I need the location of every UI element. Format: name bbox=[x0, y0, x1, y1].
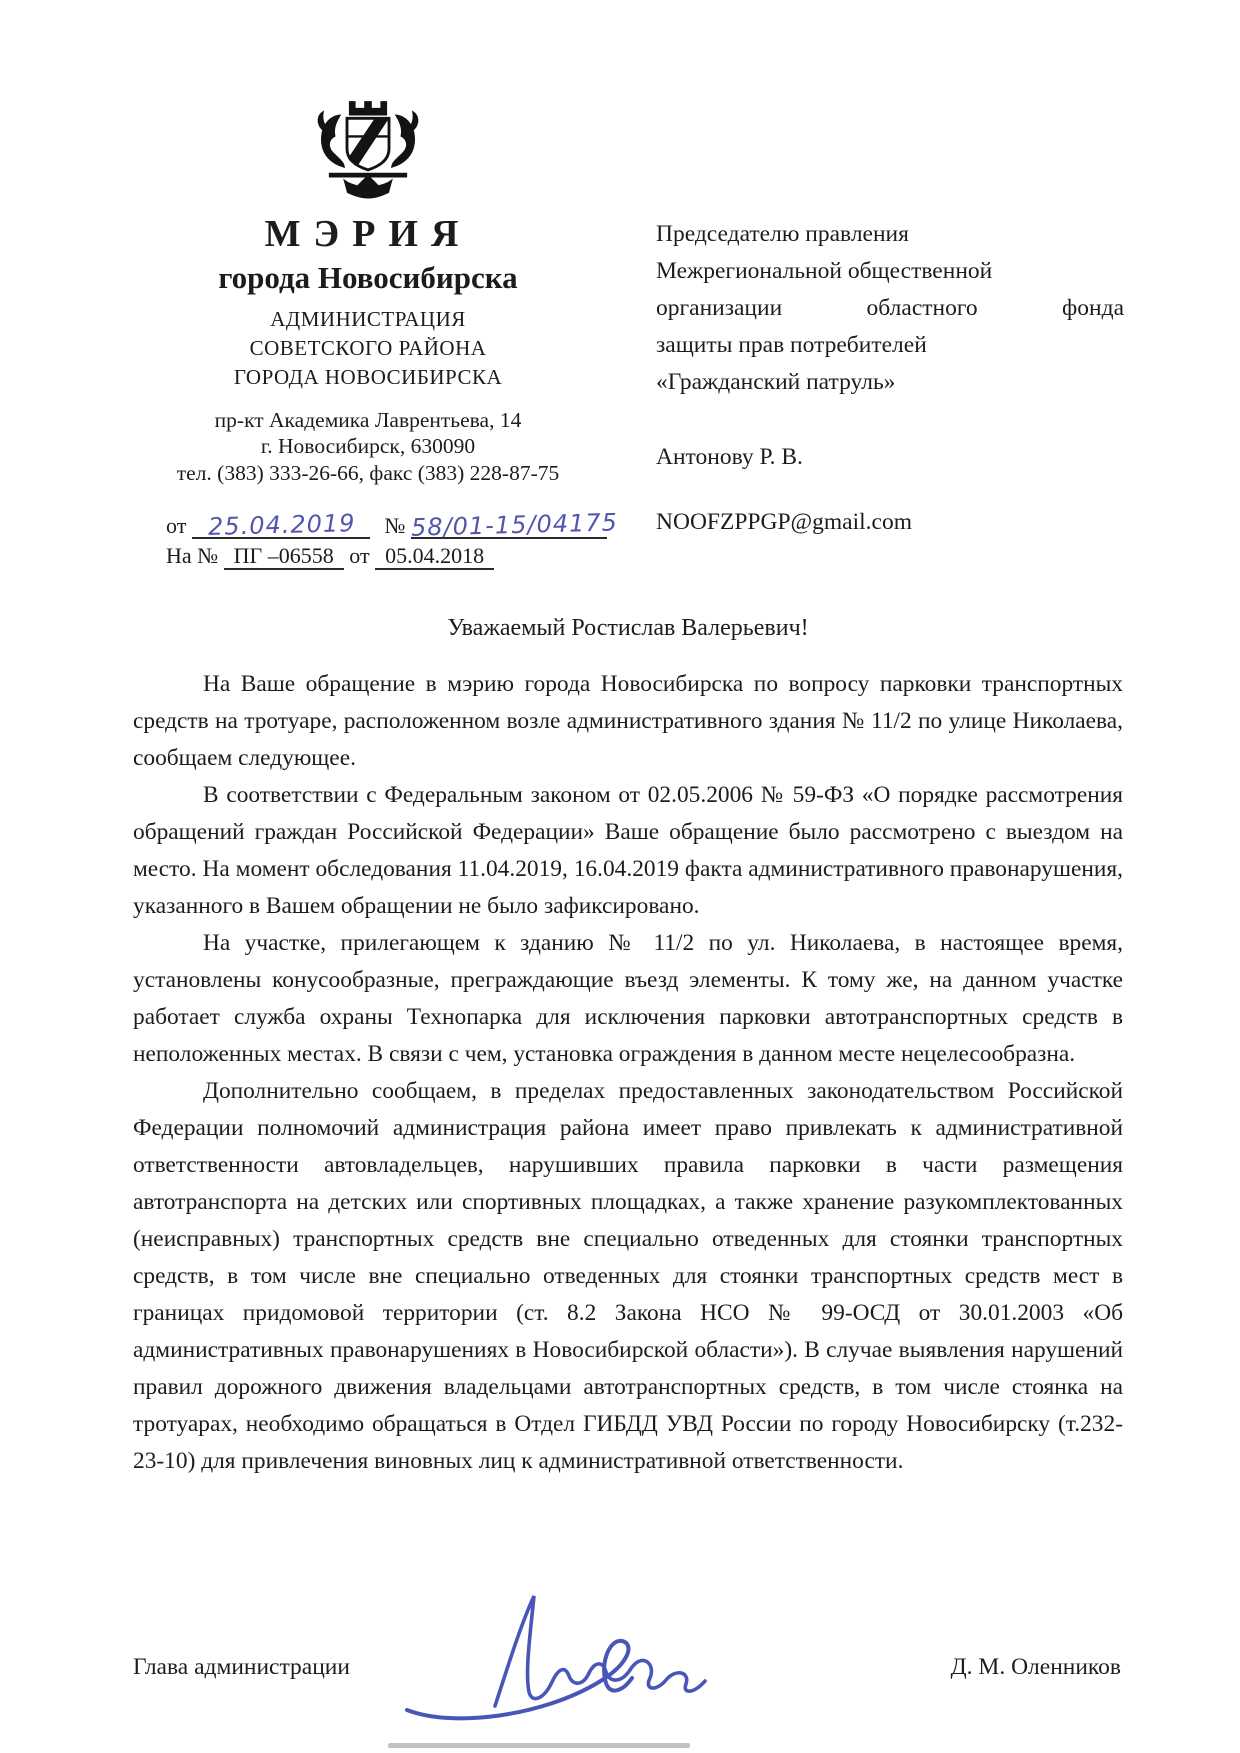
novosibirsk-coat-of-arms-icon bbox=[305, 92, 431, 205]
org-subtitle-line: ГОРОДА НОВОСИБИРСКА bbox=[233, 365, 503, 390]
body-paragraph: На Ваше обращение в мэрию города Новосибирска по вопросу парковки транспортных средств на тротуаре, расположенном возле административного здания № 11/2 по улице Николаева, сообщаем следующее. bbox=[133, 671, 1123, 771]
addressee-title-line: «Гражданский патруль» bbox=[656, 369, 896, 395]
scan-artifact bbox=[388, 1743, 690, 1748]
outgoing-date-blank bbox=[192, 509, 370, 542]
outgoing-date-handwritten: 25.04.2019 bbox=[207, 509, 356, 542]
letter-body bbox=[133, 666, 1123, 1480]
signer-position: Глава администрации bbox=[133, 1654, 350, 1680]
outgoing-number-label: № bbox=[384, 513, 406, 539]
reference-block bbox=[118, 509, 618, 569]
handwritten-signature bbox=[391, 1584, 741, 1749]
addressee-title-line: Межрегиональной общественной bbox=[656, 258, 993, 284]
addressee-title-line: организации областного фонда bbox=[656, 295, 1124, 321]
addressee-title-line: Председателю правления bbox=[656, 221, 909, 247]
org-subtitle-line: АДМИНИСТРАЦИЯ bbox=[270, 307, 466, 332]
org-subtitle-line: СОВЕТСКОГО РАЙОНА bbox=[249, 336, 487, 361]
body-paragraph: На участке, прилегающем к зданию № 11/2 по ул. Николаева, в настоящее время, установлены конусообразные, преграждающие въезд элементы. К тому же, на данном участке работает служба охраны Технопарка для исключения парковки автотранспортных средств в неположенных местах. В связи с чем, установка ограждения в данном месте нецелесообразна. bbox=[133, 930, 1123, 1067]
addressee-title-line: защиты прав потребителей bbox=[656, 332, 927, 358]
addressee-email: NOOFZPPGP@gmail.com bbox=[656, 509, 913, 535]
org-address-phone: тел. (383) 333-26-66, факс (383) 228-87-75 bbox=[176, 461, 560, 486]
body-paragraph: В соответствии с Федеральным законом от 02.05.2006 № 59-ФЗ «О порядке рассмотрения обращений граждан Российской Федерации» Ваше обращение было рассмотрено с выездом на место. На момент обследования 11.04.2019, 16.04.2019 факта административного правонарушения, указанного в Вашем обращении не было зафиксировано. bbox=[133, 782, 1123, 919]
outgoing-ref-row bbox=[166, 508, 619, 542]
outgoing-from-label: от bbox=[166, 513, 187, 539]
incoming-from-label: от bbox=[349, 543, 370, 569]
outgoing-number-handwritten: 58/01-15/04175 bbox=[411, 508, 619, 542]
addressee-block bbox=[656, 216, 1124, 541]
letterhead bbox=[118, 92, 618, 569]
org-address-city: г. Новосибирск, 630090 bbox=[260, 434, 476, 459]
signature-block bbox=[133, 1642, 1125, 1752]
incoming-date: 05.04.2018 bbox=[375, 543, 494, 570]
outgoing-number-blank bbox=[411, 508, 619, 542]
addressee-name: Антонову Р. В. bbox=[656, 444, 803, 470]
incoming-prefix: На № bbox=[166, 543, 219, 569]
body-paragraph: Дополнительно сообщаем, в пределах предоставленных законодательством Российской Федерации полномочий администрация района имеет право привлекать к административной ответственности автовладельцев, нарушивших правила парковки в части размещения автотранспорта на детских или спортивных площадках, а также хранение разукомплектованных (неисправных) транспортных средств вне специально отведенных для стоянки транспортных средств, в том числе вне специально отведенных для стоянки транспортных средств мест в границах придомовой территории (ст. 8.2 Закона НСО № 99-ОСД от 30.01.2003 «Об административных правонарушениях в Новосибирской области»). В случае выявления нарушений правил дорожного движения владельцами автотранспортных средств, в том числе стоянка на тротуарах, необходимо обращаться в Отдел ГИБДД УВД России по городу Новосибирску (т.232-23-10) для привлечения виновных лиц к административной ответственности. bbox=[133, 1078, 1123, 1474]
org-title-main: МЭРИЯ bbox=[264, 213, 472, 255]
incoming-ref-row bbox=[166, 543, 618, 569]
incoming-number: ПГ –06558 bbox=[224, 543, 344, 570]
org-title-sub: города Новосибирска bbox=[218, 260, 518, 295]
signer-name: Д. М. Оленников bbox=[950, 1654, 1121, 1680]
addressee-title bbox=[656, 216, 1124, 401]
org-address-street: пр-кт Академика Лаврентьева, 14 bbox=[214, 407, 522, 432]
org-address-block bbox=[118, 407, 618, 488]
salutation: Уважаемый Ростислав Валерьевич! bbox=[447, 615, 809, 641]
